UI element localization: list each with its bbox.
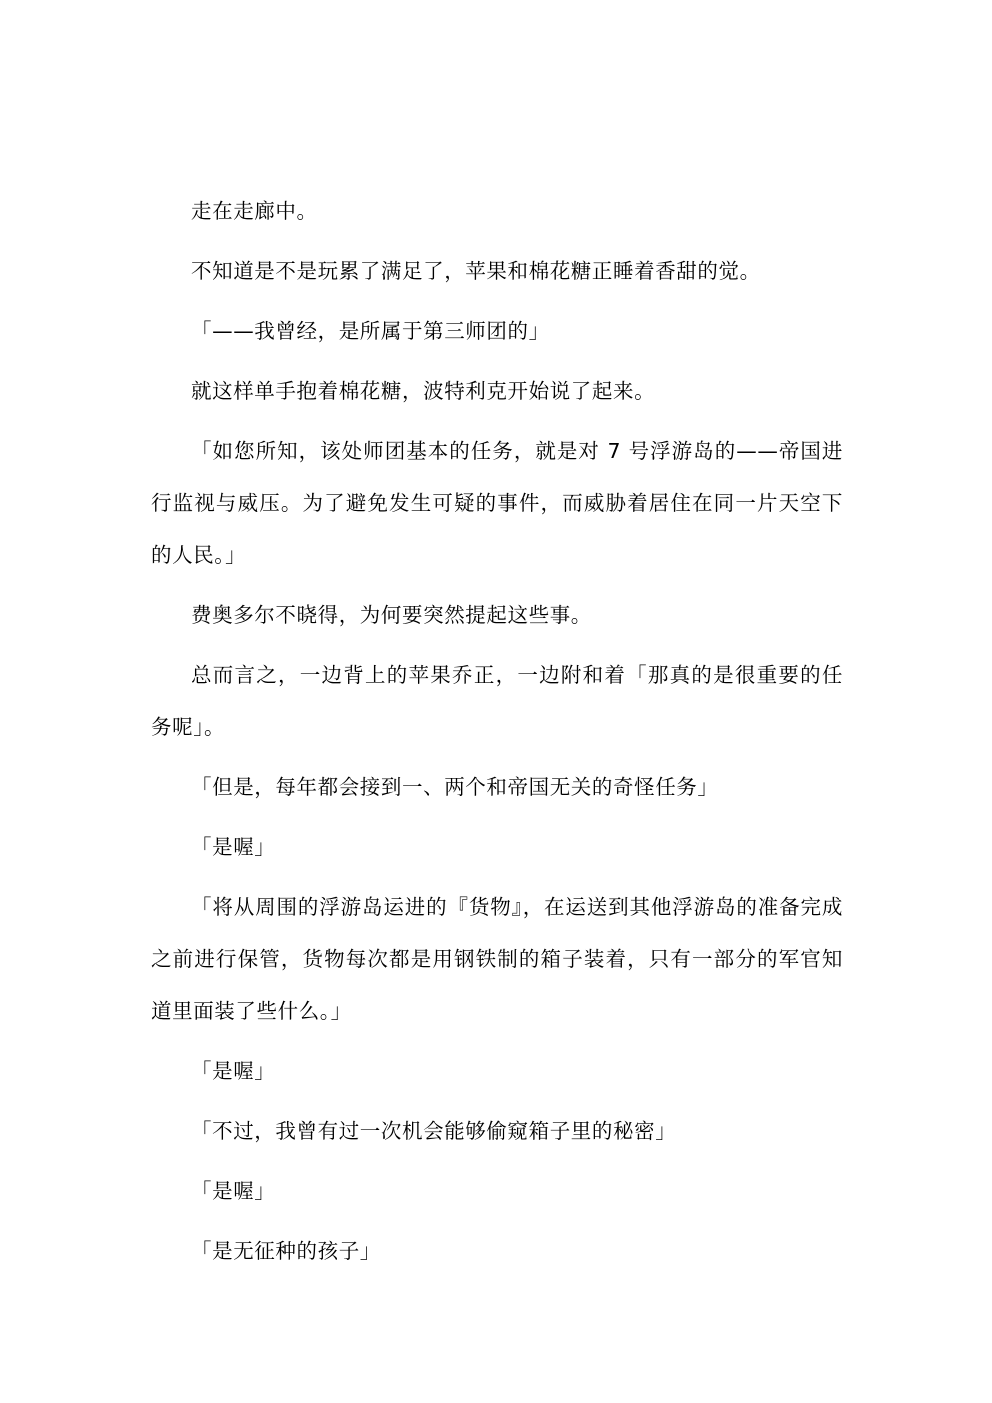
paragraph: 「是喔」 — [191, 835, 276, 859]
paragraph: 「——我曾经，是所属于第三师团的」 — [191, 319, 550, 343]
paragraph: 「是喔」 — [191, 1179, 276, 1203]
paragraph: 总而言之，一边背上的苹果乔正，一边附和着「那真的是很重要的任务呢」。 — [151, 663, 843, 739]
paragraph: 「如您所知，该处师团基本的任务，就是对 7 号浮游岛的——帝国进行监视与威压。为了避免发生可疑的事件，而威胁着居住在同一片天空下的人民。」 — [151, 439, 843, 567]
paragraph: 「是无征种的孩子」 — [191, 1239, 381, 1263]
paragraph: 不知道是不是玩累了满足了，苹果和棉花糖正睡着香甜的觉。 — [191, 259, 761, 283]
paragraph: 就这样单手抱着棉花糖，波特利克开始说了起来。 — [191, 379, 656, 403]
paragraph: 走在走廊中。 — [191, 199, 318, 223]
document-page — [151, 185, 843, 1285]
paragraph: 「是喔」 — [191, 1059, 276, 1083]
paragraph: 「但是，每年都会接到一、两个和帝国无关的奇怪任务」 — [191, 775, 719, 799]
paragraph: 费奥多尔不晓得，为何要突然提起这些事。 — [191, 603, 592, 627]
paragraph: 「不过，我曾有过一次机会能够偷窥箱子里的秘密」 — [191, 1119, 677, 1143]
paragraph: 「将从周围的浮游岛运进的『货物』，在运送到其他浮游岛的准备完成之前进行保管，货物每次都是用钢铁制的箱子装着，只有一部分的军官知道里面装了些什么。」 — [151, 895, 843, 1023]
